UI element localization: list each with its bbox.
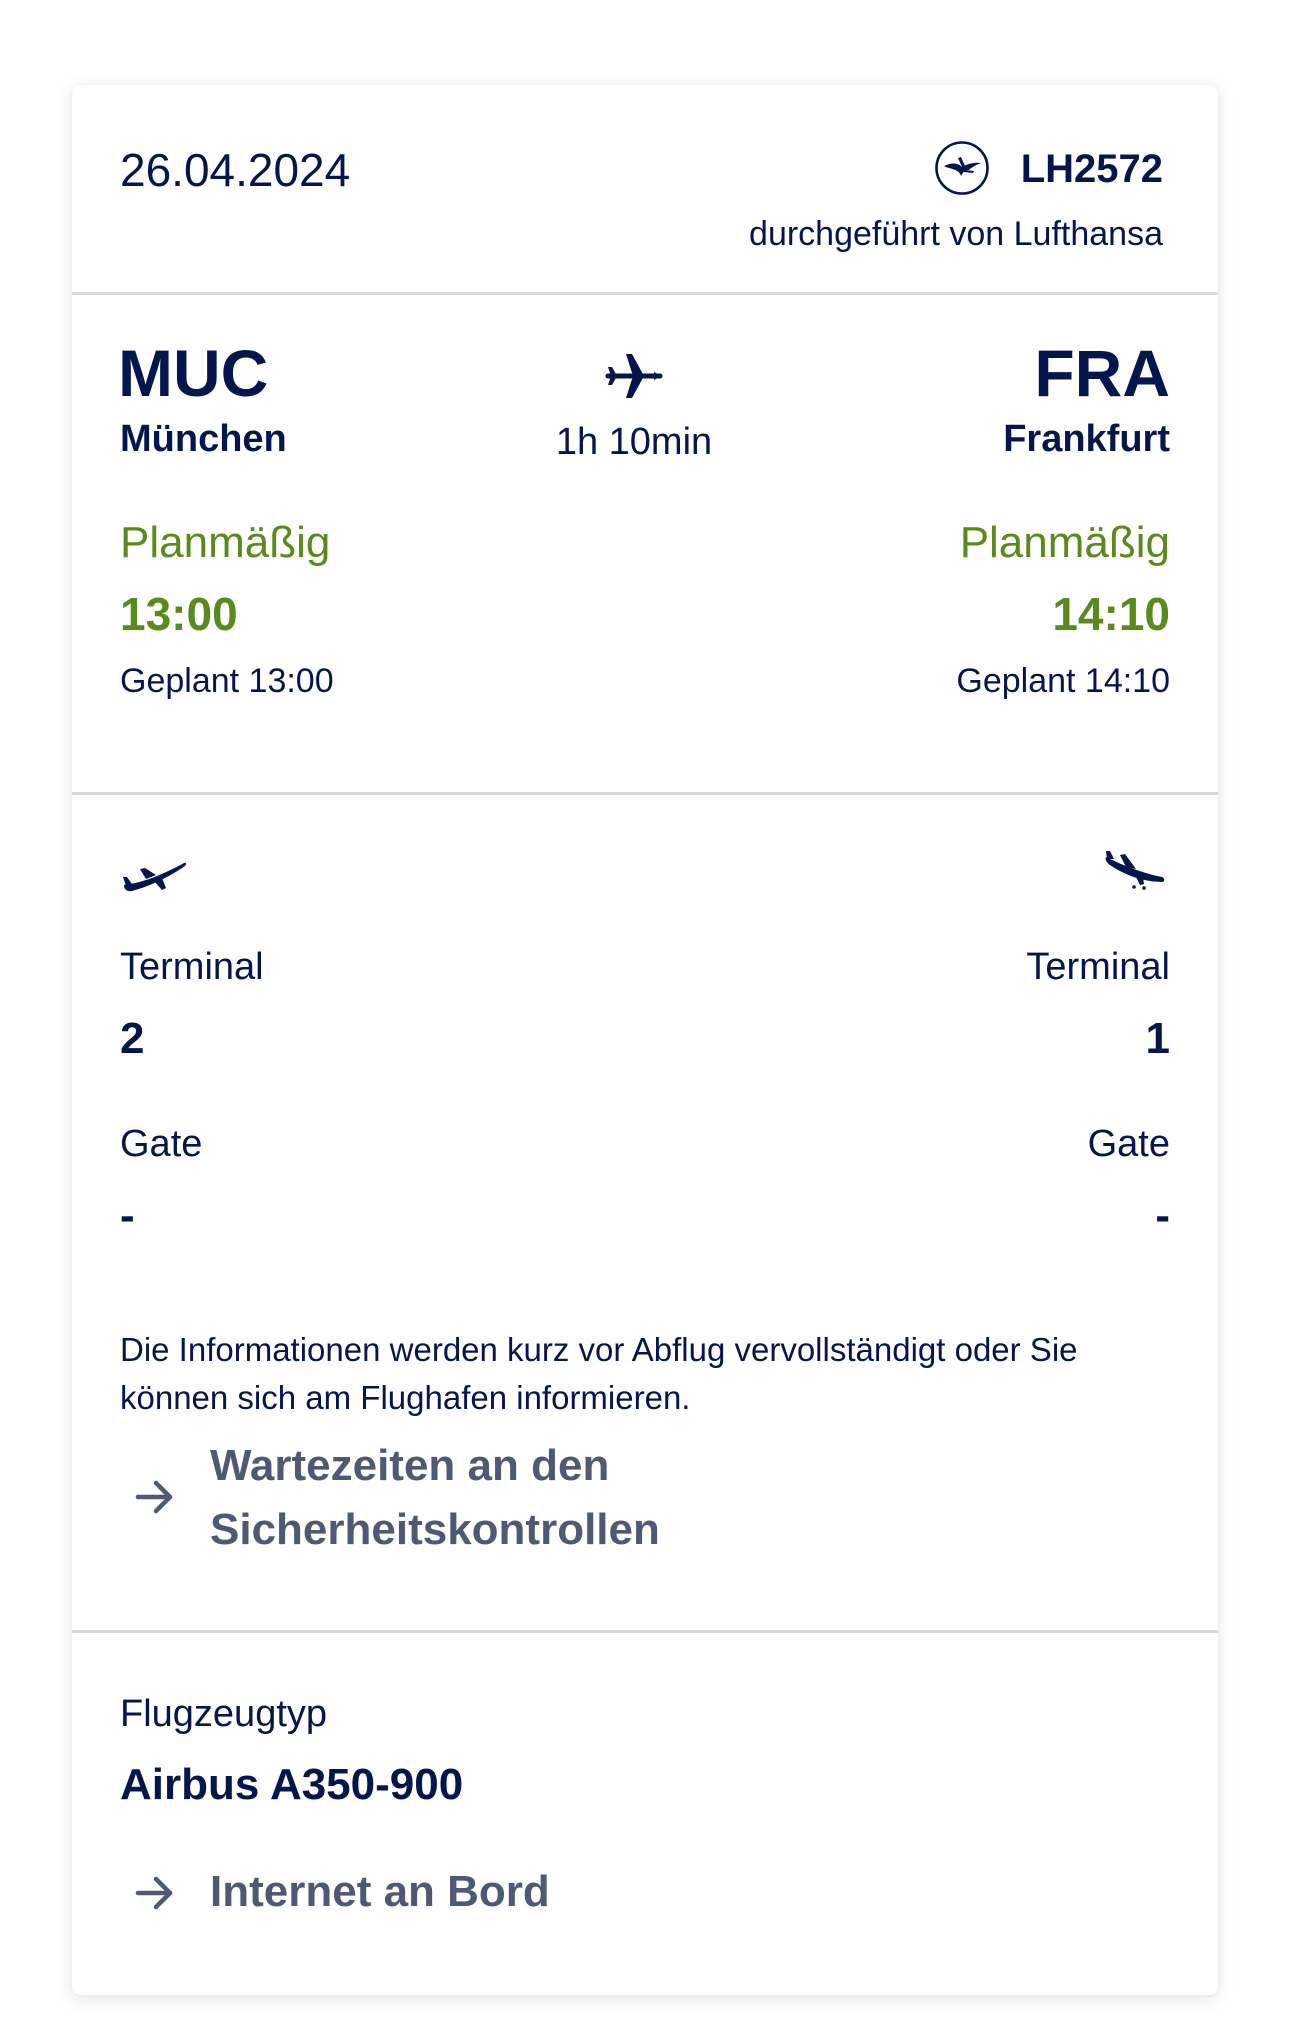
security-link-line1: Wartezeiten an den [210,1441,610,1490]
departure-plane-icon [122,857,188,893]
security-link-line2: Sicherheitskontrollen [210,1505,660,1554]
internet-link-label: Internet an Bord [210,1867,550,1916]
origin-code: MUC [118,336,269,410]
origin-city: München [120,418,287,460]
departure-planned-time: Geplant 13:00 [120,662,334,700]
route-section [72,295,1218,845]
aircraft-section [72,1633,1218,1995]
arrival-plane-icon [1104,851,1166,891]
arrow-right-icon [134,1872,176,1914]
arrival-gate: - [1155,1191,1170,1240]
flight-number: LH2572 [1020,147,1163,191]
arrival-gate-label: Gate [1087,1123,1170,1165]
operated-by: durchgeführt von Lufthansa [749,215,1163,253]
aircraft-type: Airbus A350-900 [120,1760,464,1809]
arrow-right-icon [134,1476,176,1518]
flight-date: 26.04.2024 [120,144,351,196]
airplane-icon [604,351,664,401]
flight-duration: 1h 10min [555,421,713,463]
aircraft-type-label: Flugzeugtyp [120,1693,328,1735]
arrival-time: 14:10 [1052,588,1170,640]
departure-gate: - [120,1191,135,1240]
departure-time: 13:00 [120,588,238,640]
lufthansa-crane-icon [934,140,990,196]
gate-info-text: Die Informationen werden kurz vor Abflug vervollständigt oder Sie können sich am Flughafen informieren. [120,1331,1078,1416]
security-wait-times-link[interactable] [134,1434,834,1564]
terminal-gate-section [72,795,1218,1735]
flight-details-card [72,85,1218,1995]
flight-header [72,85,1218,295]
departure-status: Planmäßig [120,518,331,567]
arrival-terminal: 1 [1145,1014,1170,1063]
arrival-status: Planmäßig [959,518,1170,567]
arrival-planned-time: Geplant 14:10 [956,662,1170,700]
arrival-terminal-label: Terminal [1026,946,1170,988]
destination-city: Frankfurt [1003,418,1170,460]
internet-on-board-link[interactable] [134,1858,634,1928]
departure-gate-label: Gate [120,1123,203,1165]
departure-terminal: 2 [120,1014,145,1063]
destination-code: FRA [1034,336,1170,410]
departure-terminal-label: Terminal [120,946,264,988]
